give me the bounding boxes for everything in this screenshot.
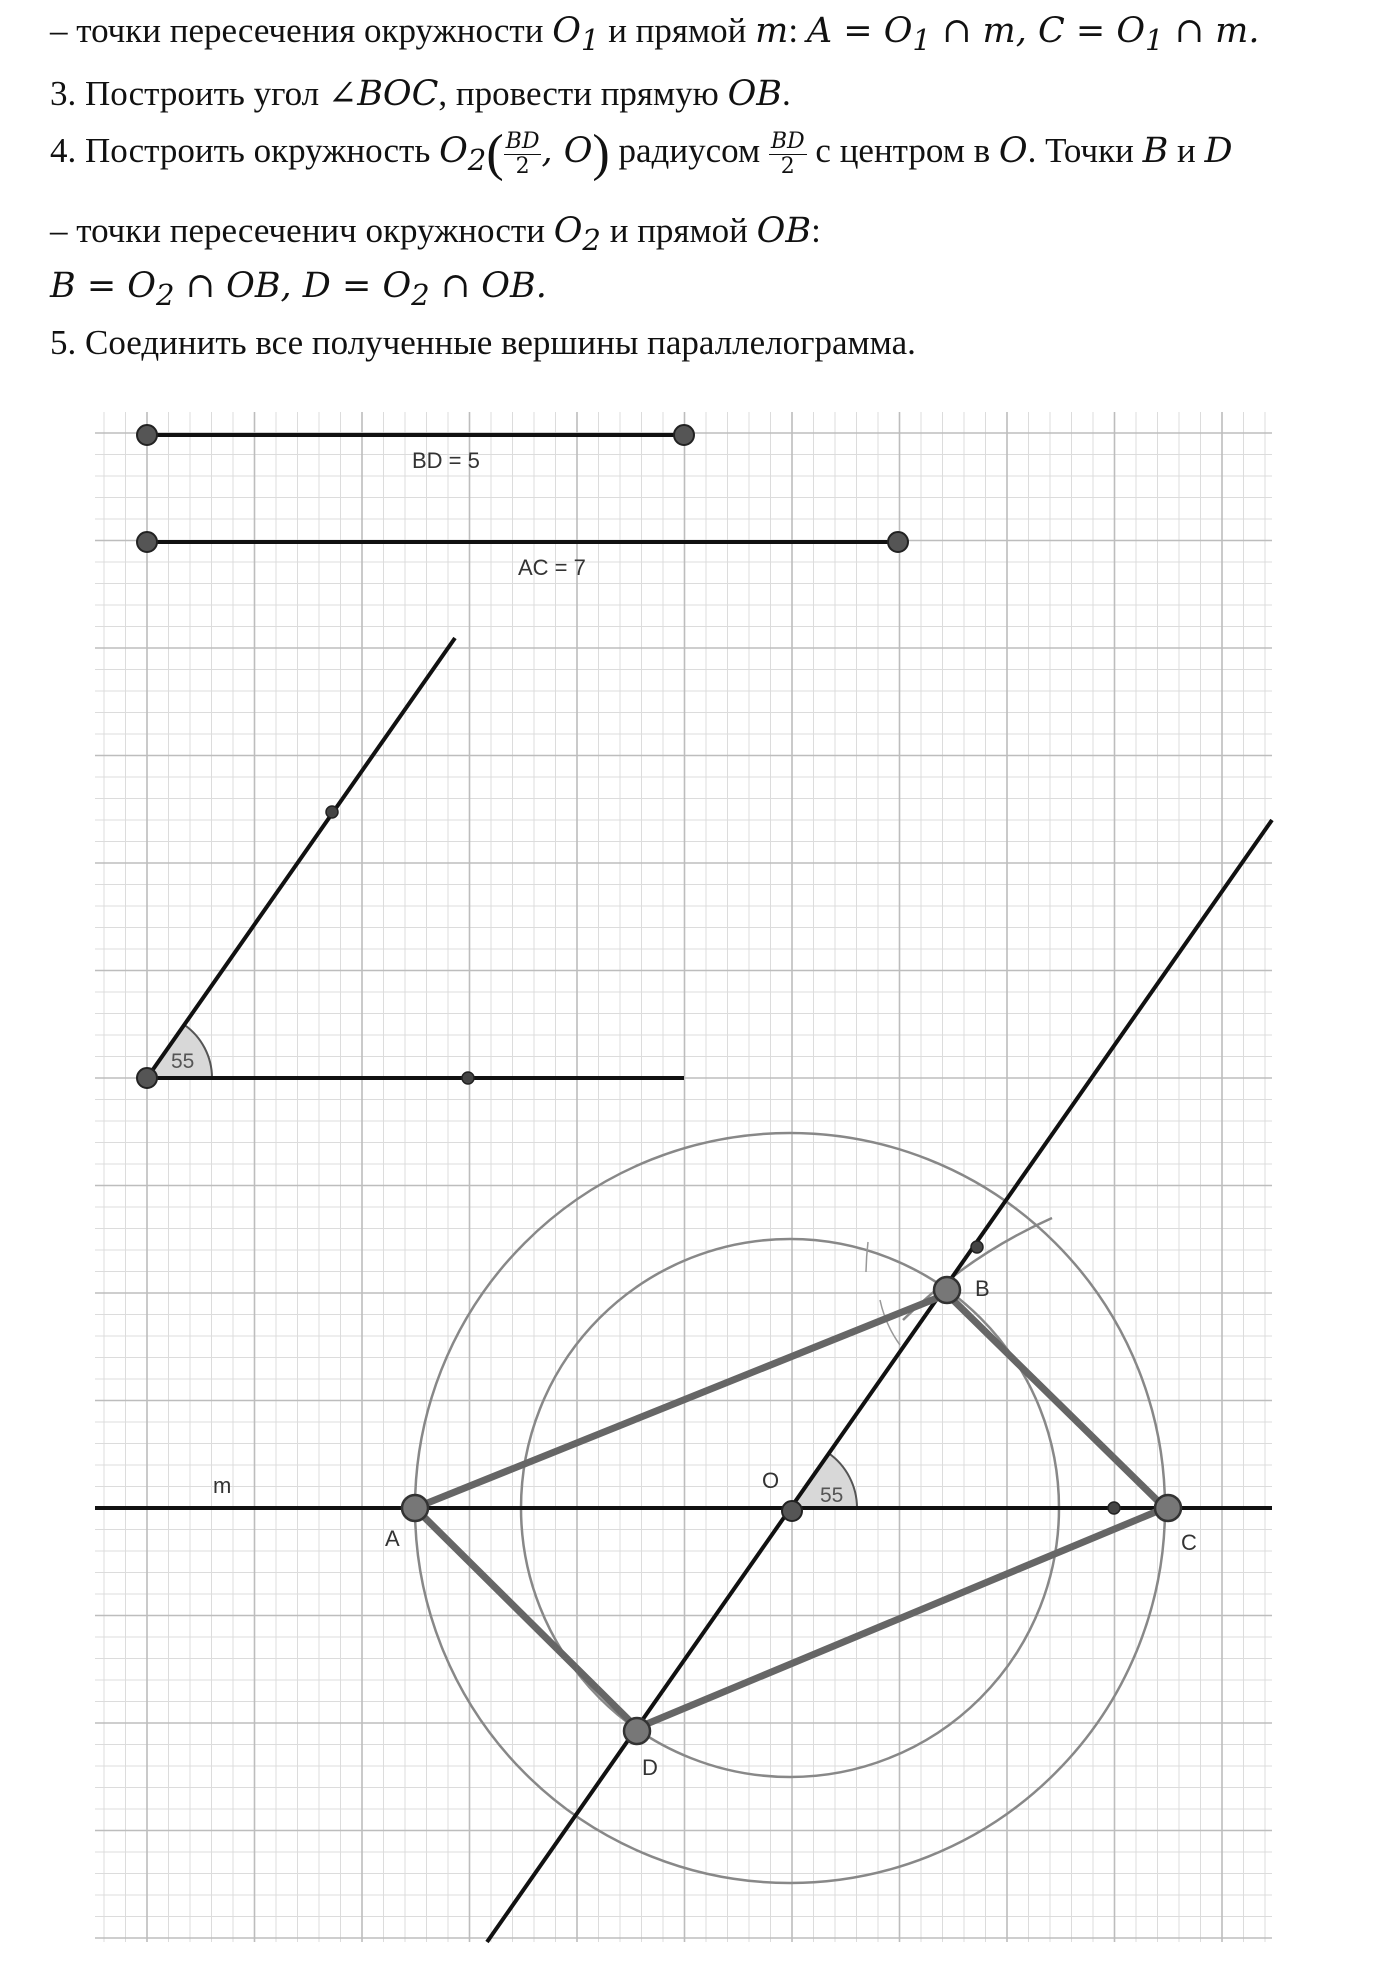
angle-label-given: 55 — [171, 1050, 195, 1073]
math-sub: 2 — [156, 278, 175, 312]
grid-minor — [95, 412, 1272, 1942]
math-o: 𝑂 — [998, 131, 1028, 172]
text-fragment: : — [811, 211, 821, 250]
math-sub: 2 — [411, 278, 430, 312]
text-fragment: – точки пересечения окружности — [50, 11, 553, 50]
math-cap-ob: ∩ 𝑂𝐵. — [429, 266, 547, 306]
segment-bd-label: BD = 5 — [412, 448, 480, 473]
math-sub: 1 — [580, 23, 600, 57]
math-d-eq: ∩ 𝑂𝐵, 𝐷 = 𝑂 — [174, 266, 412, 306]
math-comma-o: , 𝑂 — [541, 131, 593, 172]
construction-point[interactable] — [1108, 1502, 1120, 1514]
angle-vertex[interactable] — [137, 1068, 157, 1088]
fraction-numerator: 𝐵𝐷 — [505, 129, 540, 155]
angle-label-o: 55 — [820, 1484, 844, 1507]
grid-major — [95, 412, 1272, 1942]
math-m: 𝑚 — [755, 11, 789, 51]
point-a[interactable] — [402, 1495, 428, 1521]
math-angle-boc: ∠𝐵𝑂𝐶 — [327, 74, 439, 114]
math-b: 𝐵 — [1142, 131, 1169, 172]
text-fragment: . — [782, 74, 791, 113]
line-ob — [487, 820, 1272, 1942]
math-b-eq: 𝐵 = 𝑂 — [50, 266, 156, 306]
math-sub: 2 — [582, 223, 601, 257]
math-c-eq: ∩ 𝑚, 𝐶 = 𝑂 — [930, 11, 1146, 51]
segment-ac-label: AC = 7 — [518, 555, 586, 580]
segment-bd-endpoint[interactable] — [137, 425, 157, 445]
math-ob: 𝑂𝐵 — [727, 74, 782, 114]
text-fragment: и — [1168, 131, 1205, 171]
math-a-eq: 𝐴 = 𝑂 — [806, 11, 913, 51]
text-fragment: , провести прямую — [438, 74, 728, 113]
math-cap-m: ∩ 𝑚. — [1163, 11, 1260, 51]
math-d: 𝐷 — [1204, 131, 1233, 172]
segment-ac-endpoint[interactable] — [888, 532, 908, 552]
fraction-denominator: 2 — [515, 153, 530, 179]
text-fragment: радиусом — [609, 131, 769, 171]
text-fragment: 4. Построить окружность — [50, 131, 440, 171]
math-sub: 1 — [912, 23, 931, 57]
fraction-numerator: 𝐵𝐷 — [770, 129, 805, 155]
angle-ray-point[interactable] — [326, 806, 338, 818]
construction-arc-small — [866, 1242, 868, 1272]
point-d-label: D — [642, 1755, 658, 1780]
line-m-label: m — [213, 1473, 232, 1498]
text-fragment: и прямой — [599, 11, 756, 50]
point-o[interactable] — [782, 1501, 802, 1521]
point-b[interactable] — [934, 1277, 960, 1303]
construction-point[interactable] — [971, 1241, 983, 1253]
text-fragment: 3. Построить угол — [50, 74, 328, 113]
point-c-label: C — [1181, 1530, 1197, 1555]
text-fragment: с центром в — [806, 131, 999, 171]
segment-ac-endpoint[interactable] — [137, 532, 157, 552]
math-o2: 𝑂 — [553, 211, 583, 251]
point-o-label: O — [762, 1468, 780, 1493]
text-line-6: 5. Соединить все полученные вершины параллелограмма. — [50, 323, 916, 362]
point-c[interactable] — [1155, 1495, 1181, 1521]
text-fragment: . Точки — [1027, 131, 1143, 171]
math-ob: 𝑂𝐵 — [756, 211, 812, 251]
fraction-denominator: 2 — [780, 153, 795, 179]
math-o1: 𝑂 — [552, 11, 581, 51]
text-fragment: и прямой — [600, 211, 757, 250]
text-fragment: – точки пересеченич окружности — [50, 211, 554, 250]
text-fragment: : — [788, 11, 807, 50]
math-sub: 1 — [1145, 23, 1164, 57]
point-d[interactable] — [624, 1718, 650, 1744]
math-o2: 𝑂 — [439, 131, 468, 172]
point-a-label: A — [385, 1526, 400, 1551]
segment-bd-endpoint[interactable] — [674, 425, 694, 445]
angle-ray-inclined — [147, 638, 455, 1078]
point-b-label: B — [975, 1276, 990, 1301]
math-sub: 2 — [467, 143, 487, 178]
math-paren-open: ( — [486, 125, 504, 182]
math-paren-close: ) — [592, 125, 610, 182]
angle-ray-point[interactable] — [462, 1072, 474, 1084]
